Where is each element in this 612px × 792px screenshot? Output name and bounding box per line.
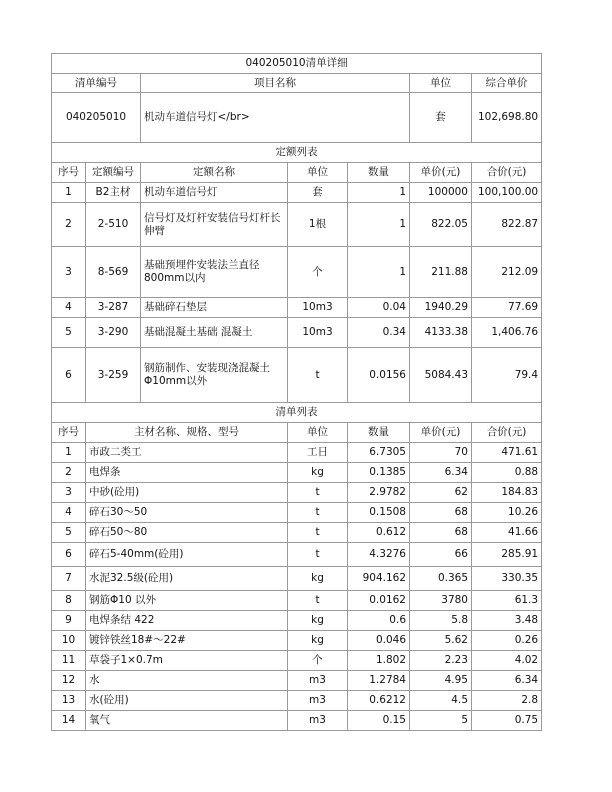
material-seq: 3 [52, 483, 86, 503]
quota-price: 5084.43 [410, 348, 472, 403]
material-name: 钢筋Φ10 以外 [86, 591, 288, 611]
material-row [52, 671, 542, 691]
quota-code: 3-259 [86, 348, 141, 403]
material-qty: 2.9782 [348, 483, 410, 503]
quota-section-row [52, 143, 542, 163]
detail-sheet [51, 53, 541, 731]
material-row [52, 691, 542, 711]
material-seq: 1 [52, 443, 86, 463]
material-name: 氧气 [86, 711, 288, 731]
quota-row [52, 203, 542, 247]
material-unit: m3 [288, 691, 348, 711]
material-qty: 0.1385 [348, 463, 410, 483]
material-seq: 11 [52, 651, 86, 671]
item-row [52, 93, 542, 143]
material-total: 285.91 [472, 543, 542, 567]
quota-price: 822.05 [410, 203, 472, 247]
quota-section-title: 定额列表 [52, 143, 542, 163]
material-seq: 14 [52, 711, 86, 731]
material-price: 70 [410, 443, 472, 463]
quota-seq-header: 序号 [52, 163, 86, 183]
quota-code: 3-287 [86, 298, 141, 318]
quota-total: 212.09 [472, 247, 542, 298]
quota-unit: 套 [288, 183, 348, 203]
material-section-row [52, 403, 542, 423]
quota-code: B2主材 [86, 183, 141, 203]
item-header-row [52, 74, 542, 93]
item-code: 040205010 [52, 93, 141, 143]
material-row [52, 651, 542, 671]
quota-row [52, 298, 542, 318]
material-name: 电焊条结 422 [86, 611, 288, 631]
material-total: 41.66 [472, 523, 542, 543]
material-name: 水泥32.5级(砼用) [86, 567, 288, 591]
material-price: 0.365 [410, 567, 472, 591]
material-name: 中砂(砼用) [86, 483, 288, 503]
material-total: 4.02 [472, 651, 542, 671]
quota-unit: 10m3 [288, 298, 348, 318]
quota-price-header: 单价(元) [410, 163, 472, 183]
quota-code: 3-290 [86, 318, 141, 348]
material-name: 市政二类工 [86, 443, 288, 463]
material-name: 水(砼用) [86, 691, 288, 711]
material-unit: m3 [288, 671, 348, 691]
material-total: 6.34 [472, 671, 542, 691]
material-price: 3780 [410, 591, 472, 611]
material-seq-header: 序号 [52, 423, 86, 443]
material-qty-header: 数量 [348, 423, 410, 443]
material-row [52, 443, 542, 463]
material-total: 184.83 [472, 483, 542, 503]
material-qty: 904.162 [348, 567, 410, 591]
quota-header-row [52, 163, 542, 183]
material-seq: 4 [52, 503, 86, 523]
material-unit-header: 单位 [288, 423, 348, 443]
quota-name: 基础混凝土基础 混凝土 [141, 318, 288, 348]
material-name: 碎石30～50 [86, 503, 288, 523]
quota-qty: 1 [348, 247, 410, 298]
material-price: 5.8 [410, 611, 472, 631]
quota-qty: 0.04 [348, 298, 410, 318]
material-qty: 6.7305 [348, 443, 410, 463]
material-qty: 1.2784 [348, 671, 410, 691]
quota-name: 钢筋制作、安装现浇混凝土Φ10mm以外 [141, 348, 288, 403]
material-price: 68 [410, 503, 472, 523]
item-name: 机动车道信号灯</br> [141, 93, 410, 143]
quota-seq: 2 [52, 203, 86, 247]
material-row [52, 591, 542, 611]
quota-seq: 3 [52, 247, 86, 298]
material-row [52, 611, 542, 631]
quota-row [52, 247, 542, 298]
material-qty: 0.6 [348, 611, 410, 631]
material-total: 0.26 [472, 631, 542, 651]
material-section-title: 清单列表 [52, 403, 542, 423]
material-price: 2.23 [410, 651, 472, 671]
quota-code: 8-569 [86, 247, 141, 298]
quota-price: 1940.29 [410, 298, 472, 318]
quota-seq: 4 [52, 298, 86, 318]
material-seq: 7 [52, 567, 86, 591]
material-seq: 10 [52, 631, 86, 651]
material-seq: 9 [52, 611, 86, 631]
quota-qty: 1 [348, 183, 410, 203]
material-price-header: 单价(元) [410, 423, 472, 443]
material-seq: 13 [52, 691, 86, 711]
quota-row [52, 348, 542, 403]
material-qty: 1.802 [348, 651, 410, 671]
item-name-header: 项目名称 [141, 74, 410, 93]
material-price: 4.5 [410, 691, 472, 711]
material-qty: 0.046 [348, 631, 410, 651]
material-unit: t [288, 543, 348, 567]
quota-name: 基础碎石垫层 [141, 298, 288, 318]
material-row [52, 543, 542, 567]
material-qty: 0.0162 [348, 591, 410, 611]
material-seq: 5 [52, 523, 86, 543]
material-unit: kg [288, 463, 348, 483]
quota-total: 1,406.76 [472, 318, 542, 348]
material-unit: kg [288, 611, 348, 631]
item-unit: 套 [410, 93, 472, 143]
quota-name: 信号灯及灯杆安装信号灯杆长伸臂 [141, 203, 288, 247]
material-qty: 4.3276 [348, 543, 410, 567]
quota-qty-header: 数量 [348, 163, 410, 183]
quota-price: 211.88 [410, 247, 472, 298]
item-price-header: 综合单价 [472, 74, 542, 93]
material-name: 电焊条 [86, 463, 288, 483]
material-unit: kg [288, 631, 348, 651]
material-name: 碎石50～80 [86, 523, 288, 543]
quota-total: 77.69 [472, 298, 542, 318]
material-header-row [52, 423, 542, 443]
quota-row [52, 318, 542, 348]
material-unit: t [288, 503, 348, 523]
quota-name-header: 定额名称 [141, 163, 288, 183]
material-seq: 8 [52, 591, 86, 611]
detail-table [51, 53, 542, 731]
quota-code: 2-510 [86, 203, 141, 247]
material-price: 68 [410, 523, 472, 543]
material-qty: 0.15 [348, 711, 410, 731]
material-total: 471.61 [472, 443, 542, 463]
material-name: 草袋子1×0.7m [86, 651, 288, 671]
page-title: 040205010清单详细 [52, 54, 542, 74]
material-qty: 0.1508 [348, 503, 410, 523]
material-price: 66 [410, 543, 472, 567]
material-total: 0.75 [472, 711, 542, 731]
quota-code-header: 定额编号 [86, 163, 141, 183]
item-unit-header: 单位 [410, 74, 472, 93]
item-price: 102,698.80 [472, 93, 542, 143]
material-name: 水 [86, 671, 288, 691]
material-row [52, 503, 542, 523]
material-row [52, 567, 542, 591]
material-unit: t [288, 591, 348, 611]
material-price: 6.34 [410, 463, 472, 483]
material-price: 4.95 [410, 671, 472, 691]
quota-qty: 1 [348, 203, 410, 247]
material-seq: 12 [52, 671, 86, 691]
quota-total: 100,100.00 [472, 183, 542, 203]
material-unit: t [288, 523, 348, 543]
material-row [52, 631, 542, 651]
material-seq: 6 [52, 543, 86, 567]
material-price: 5.62 [410, 631, 472, 651]
quota-price: 4133.38 [410, 318, 472, 348]
material-row [52, 463, 542, 483]
material-row [52, 711, 542, 731]
material-total: 10.26 [472, 503, 542, 523]
material-unit: m3 [288, 711, 348, 731]
title-row [52, 54, 542, 74]
material-seq: 2 [52, 463, 86, 483]
quota-name: 基础预埋件安装法兰直径800mm以内 [141, 247, 288, 298]
material-qty: 0.612 [348, 523, 410, 543]
quota-total-header: 合价(元) [472, 163, 542, 183]
quota-qty: 0.0156 [348, 348, 410, 403]
material-total: 0.88 [472, 463, 542, 483]
material-total: 330.35 [472, 567, 542, 591]
material-name: 碎石5-40mm(砼用) [86, 543, 288, 567]
quota-unit: 个 [288, 247, 348, 298]
material-qty: 0.6212 [348, 691, 410, 711]
material-price: 62 [410, 483, 472, 503]
quota-name: 机动车道信号灯 [141, 183, 288, 203]
material-unit: kg [288, 567, 348, 591]
quota-unit: 1根 [288, 203, 348, 247]
material-price: 5 [410, 711, 472, 731]
material-total-header: 合价(元) [472, 423, 542, 443]
quota-total: 822.87 [472, 203, 542, 247]
material-unit: 个 [288, 651, 348, 671]
quota-unit: t [288, 348, 348, 403]
material-total: 3.48 [472, 611, 542, 631]
material-unit: t [288, 483, 348, 503]
quota-seq: 1 [52, 183, 86, 203]
material-row [52, 523, 542, 543]
material-unit: 工日 [288, 443, 348, 463]
quota-seq: 6 [52, 348, 86, 403]
quota-unit-header: 单位 [288, 163, 348, 183]
quota-total: 79.4 [472, 348, 542, 403]
quota-unit: 10m3 [288, 318, 348, 348]
quota-seq: 5 [52, 318, 86, 348]
quota-qty: 0.34 [348, 318, 410, 348]
material-total: 2.8 [472, 691, 542, 711]
material-name-header: 主材名称、规格、型号 [86, 423, 288, 443]
item-code-header: 清单编号 [52, 74, 141, 93]
material-name: 镀锌铁丝18#～22# [86, 631, 288, 651]
material-row [52, 483, 542, 503]
quota-row [52, 183, 542, 203]
material-total: 61.3 [472, 591, 542, 611]
quota-price: 100000 [410, 183, 472, 203]
